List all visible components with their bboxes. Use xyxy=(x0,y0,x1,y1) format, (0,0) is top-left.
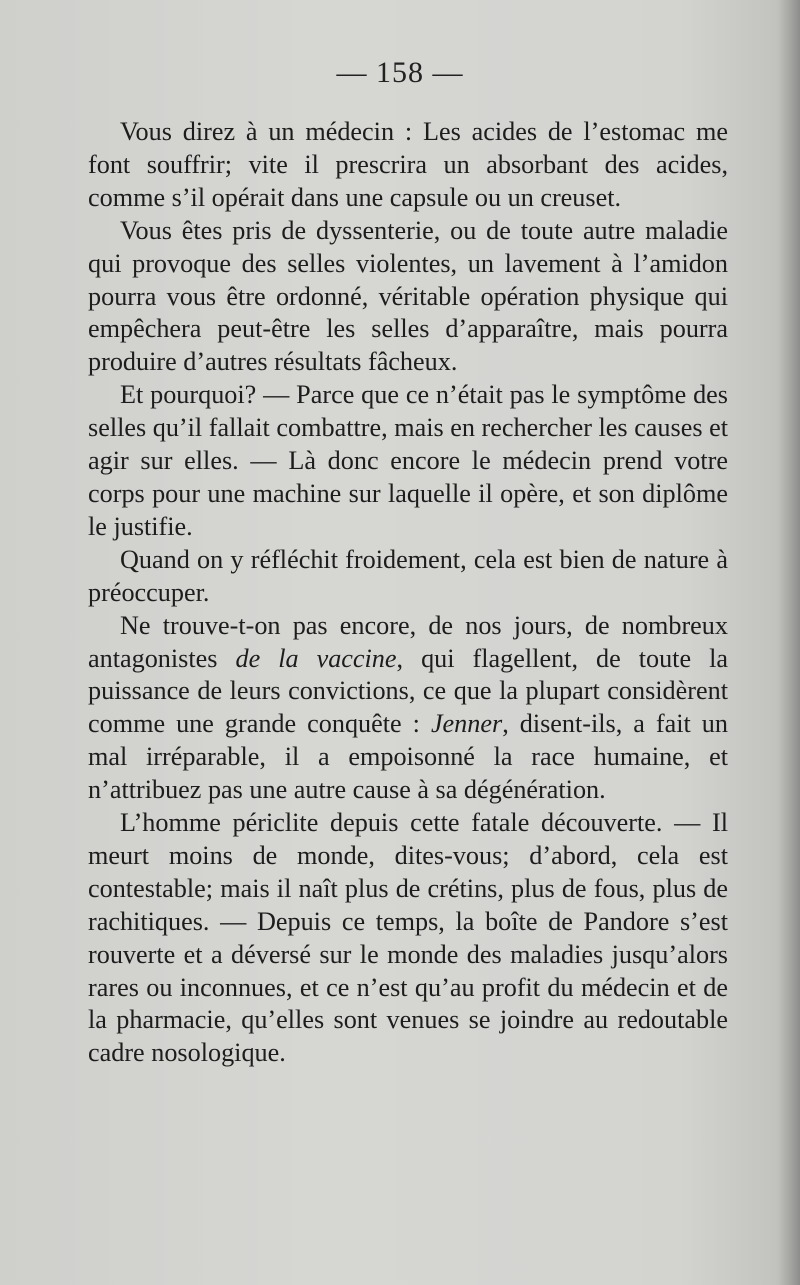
page-body xyxy=(88,116,728,1070)
paragraph-5-start: Ne trouve-t-on pas encore, de nos jours, de nombreux antagonistes xyxy=(88,610,728,673)
paragraph-2: Vous êtes pris de dyssenterie, ou de toute autre maladie qui provoque des selles violentes, un lavement à l’amidon pourra vous être ordonné, véritable opération physique qui empêchera peut-être les selles d’apparaître, mais pourra produire d’autres résultats fâcheux. xyxy=(88,215,728,377)
paragraph-5-end: , disent-ils, a fait un mal irréparable, il a empoisonné la race humaine, et n’attribuez pas une autre cause à sa dégénération. xyxy=(88,709,728,805)
page-number: — 158 — xyxy=(336,56,464,89)
paragraph-6: L’homme périclite depuis cette fatale découverte. — Il meurt moins de monde, dites-vous; d’abord, cela est contestable; mais il naît plus de crétins, plus de fous, plus de rachitiques. — Depuis ce temps, la boîte de Pandore s’est rouverte et a déversé sur le monde des maladies jusqu’alors rares ou inconnues, et ce n’est qu’au profit du médecin et de la pharmacie, qu’elles sont venues se joindre au redoutable cadre nosologique. xyxy=(88,808,728,1068)
paragraph-3: Et pourquoi? — Parce que ce n’était pas le symptôme des selles qu’il fallait combattre, mais en rechercher les causes et agir sur elles. — Là donc encore le médecin prend votre corps pour une machine sur laquelle il opère, et son diplôme le justifie. xyxy=(88,380,728,541)
italic-name-jenner: Jenner xyxy=(430,709,503,739)
paragraph-1: Vous direz à un médecin : Les acides de l’estomac me font souffrir; vite il prescrira un absorbant des acides, comme s’il opérait dans une capsule ou un creuset. xyxy=(88,117,728,212)
page-edge-shadow xyxy=(778,0,800,1285)
italic-phrase-vaccine: de la vaccine xyxy=(235,643,397,673)
paragraph-5-middle: , qui flagellent, de toute la puissance de leurs convictions, ce que la plupart considèrent comme une grande conquête : xyxy=(88,643,728,739)
paragraph-5 xyxy=(88,610,728,807)
paragraph-4: Quand on y réfléchit froidement, cela est bien de nature à préoccuper. xyxy=(88,544,728,607)
